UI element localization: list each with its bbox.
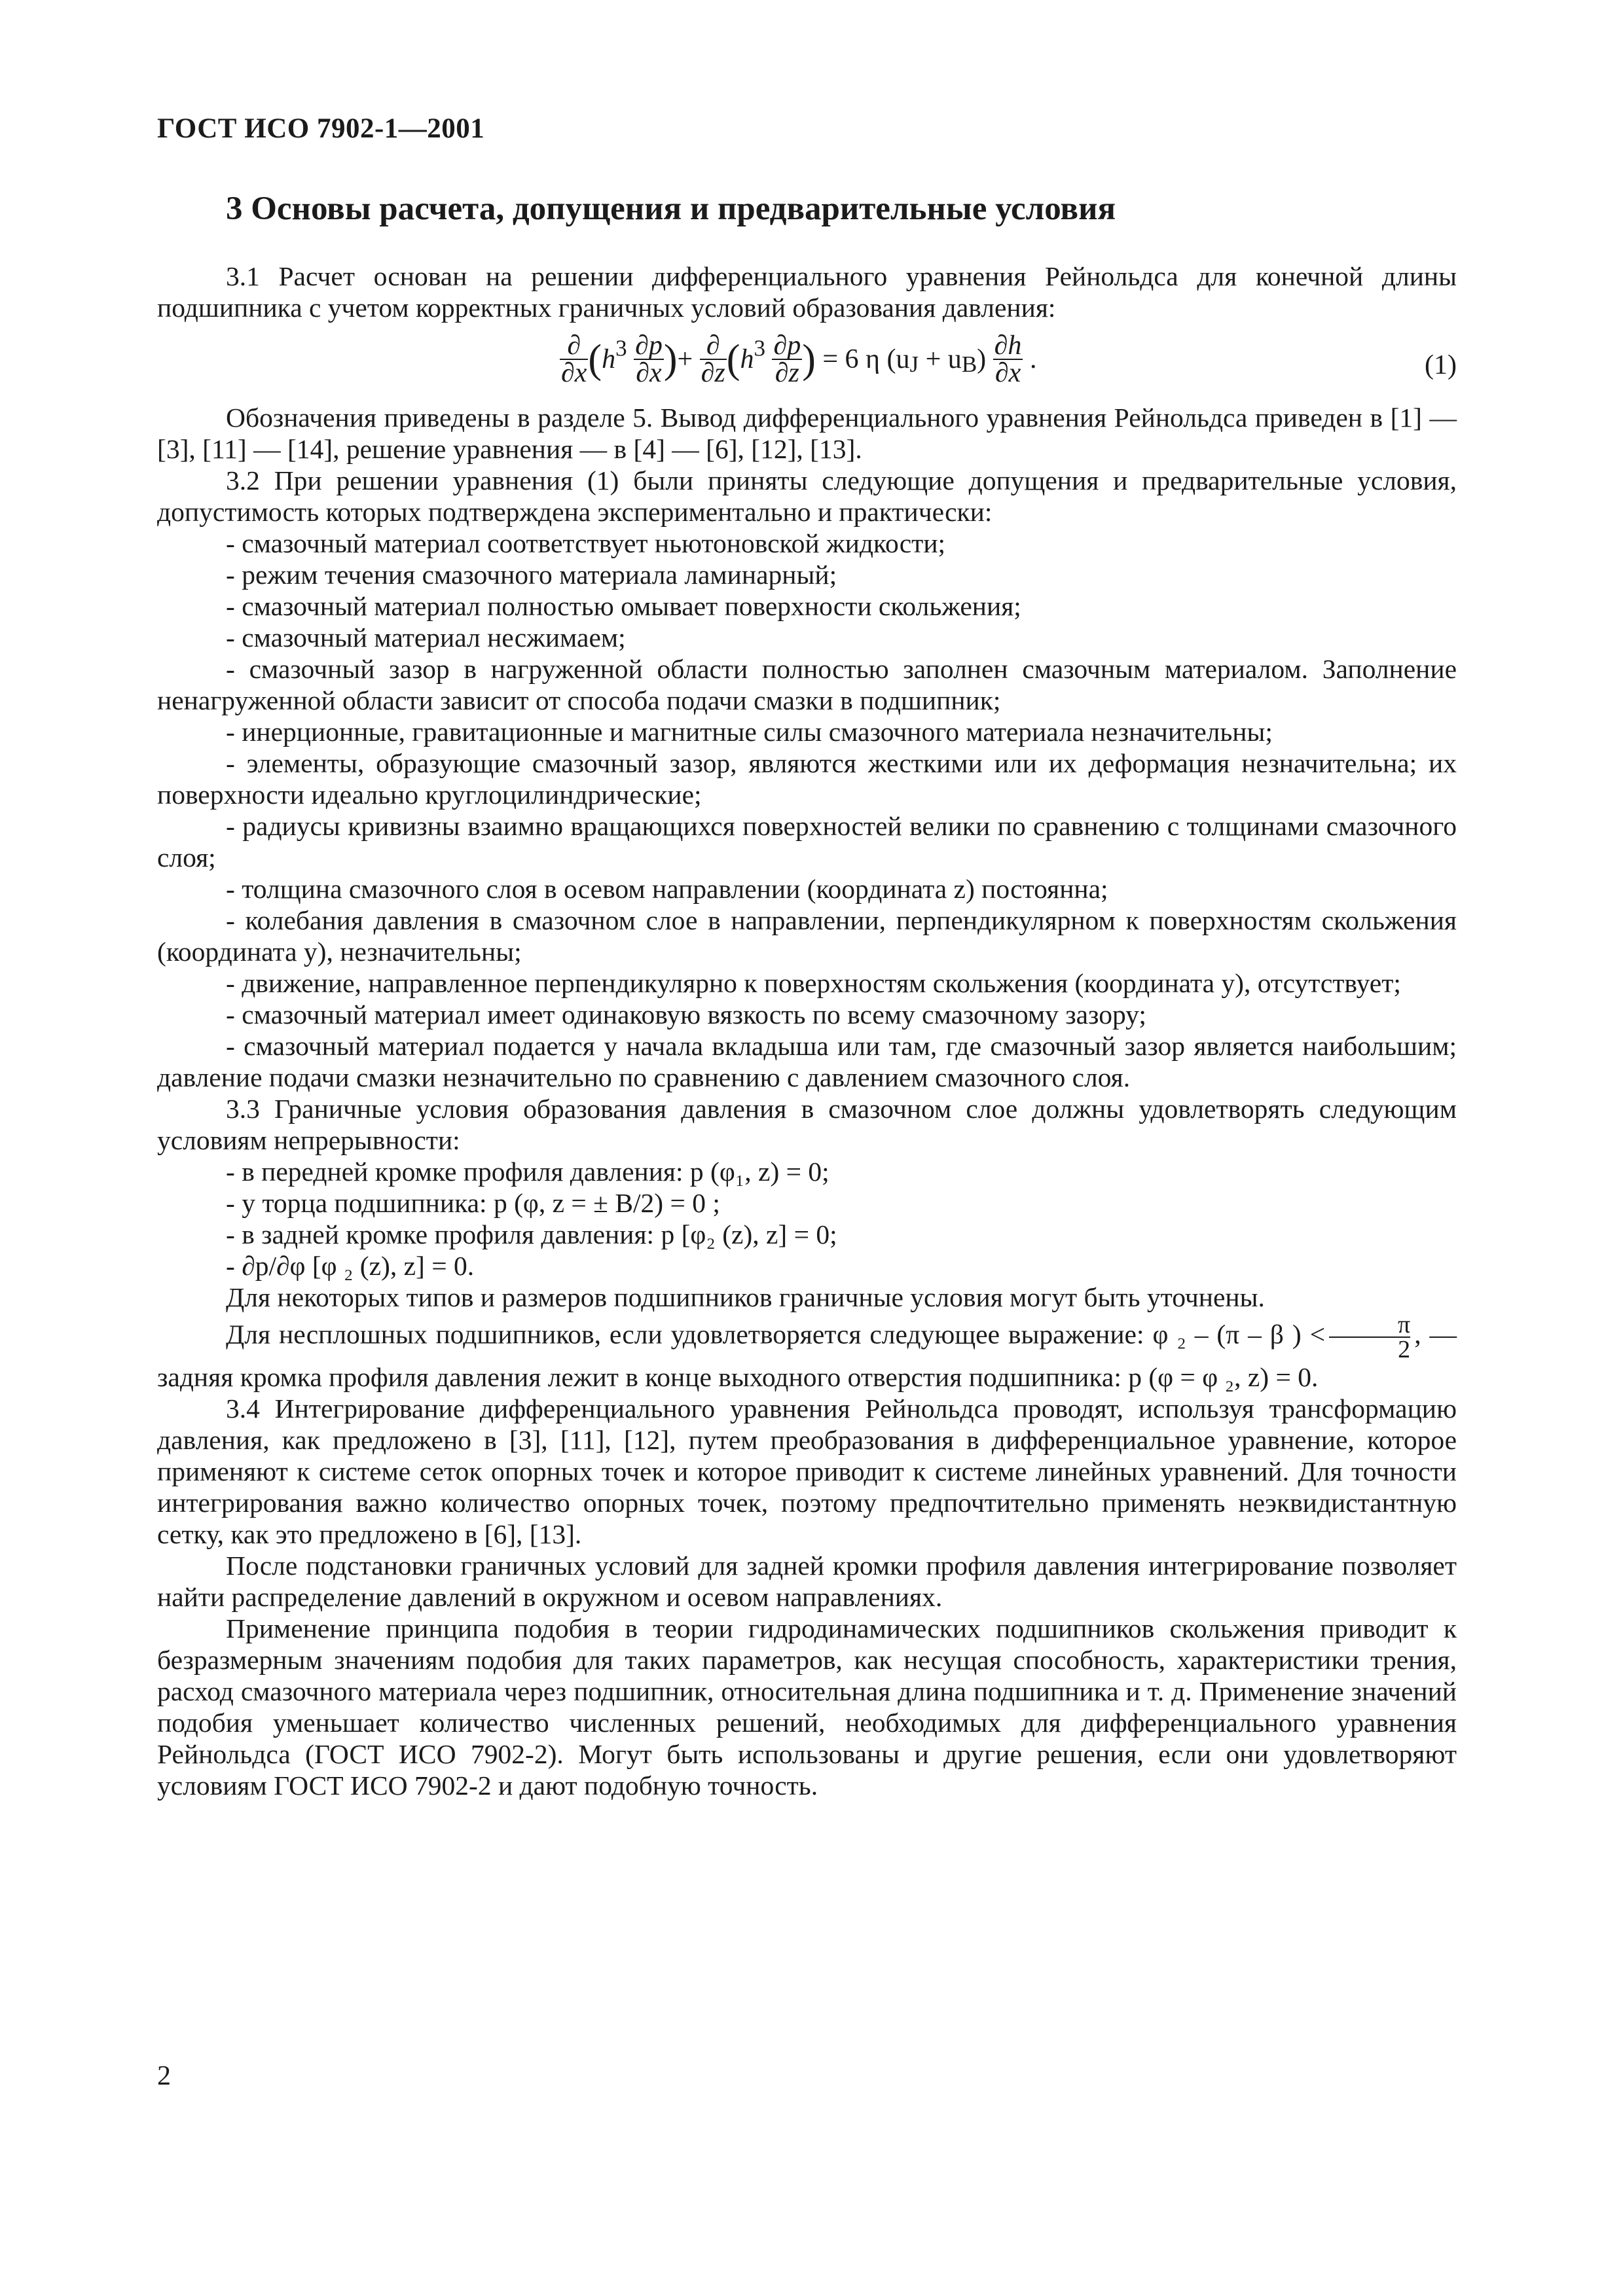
boundary-note: Для некоторых типов и размеров подшипников граничные условия могут быть уточнены.	[226, 1282, 1265, 1312]
paragraph-3-2: 3.2 При решении уравнения (1) были приняты следующие допущения и предварительные условия, допустимость которых подтверждена экспериментально и практически:	[157, 465, 1457, 527]
eq-frac-dp-dx: $\frac{\partial p}{\partial x}$	[635, 331, 663, 388]
paragraph-3-4: 3.4 Интегрирование дифференциального уравнения Рейнольдса проводят, используя трансформацию давления, как предложено в [3], [11], [12], путем преобразования в дифференциальное уравнение, которое применяют к системе сеток опорных точек и которое приводит к системе линейных уравнений. Для точности интегрирования важно количество опорных точек, поэтому предпочтительно применять неэквидистантную сетку, как это предложено в [6], [13].	[157, 1393, 1457, 1549]
boundary-condition-item: - ∂p/∂φ [φ ₂ (z), z] = 0.	[226, 1251, 475, 1281]
boundary-condition-item: - в передней кромке профиля давления: p (φ₁, z) = 0;	[226, 1157, 830, 1187]
reynolds-equation	[157, 323, 1457, 402]
assumption-item: - инерционные, гравитационные и магнитные силы смазочного материала незначительны;	[226, 717, 1273, 747]
boundary-extra: Для несплошных подшипников, если удовлетворяется следующее выражение: φ ₂ – (π – β ) < $\frac{\pi}{2}$ , — задняя кромка профиля давления лежит в конце выходного отверстия подшипника: p (φ = φ ₂, z) = 0.	[157, 1311, 1457, 1392]
assumption-item: - движение, направленное перпендикулярно к поверхностям скольжения (координата y), отсутствует;	[226, 968, 1401, 998]
equation-number: (1)	[1425, 350, 1457, 380]
pi-over-2-fraction: $\frac{\pi}{2}$	[1329, 1313, 1410, 1361]
assumption-item: - смазочный материал соответствует ньютоновской жидкости;	[226, 528, 946, 558]
paragraph-notation: Обозначения приведены в разделе 5. Вывод дифференциального уравнения Рейнольдса приведен в [1] —[3], [11] — [14], решение уравнения — в [4] — [6], [12], [13].	[157, 403, 1457, 464]
paragraph-substitution: После подстановки граничных условий для задней кромки профиля давления интегрирование позволяет найти распределение давлений в окружном и осевом направлениях.	[157, 1551, 1457, 1612]
assumption-item: - смазочный материал имеет одинаковую вязкость по всему смазочному зазору;	[226, 999, 1146, 1030]
assumption-item: - режим течения смазочного материала ламинарный;	[226, 560, 837, 590]
eq-frac-dh-dx: $\frac{\partial h}{\partial x}$	[994, 331, 1022, 388]
boundary-condition-item: - у торца подшипника: p (φ, z = ± B/2) = 0 ;	[226, 1188, 720, 1218]
page-number: 2	[157, 2061, 171, 2091]
assumption-item: - смазочный зазор в нагруженной области полностью заполнен смазочным материалом. Заполнение ненагруженной области зависит от способа подачи смазки в подшипник;	[157, 654, 1457, 715]
paragraph-similarity: Применение принципа подобия в теории гидродинамических подшипников скольжения приводит к безразмерным значениям подобия для таких параметров, как несущая способность, характеристики трения, расход смазочного материала через подшипник, относительная длина подшипника и т. д. Применение значений подобия уменьшает количество численных решений, необходимых для дифференциального уравнения Рейнольдса (ГОСТ ИСО 7902-2). Могут быть использованы и другие решения, если они удовлетворяют условиям ГОСТ ИСО 7902-2 и дают подобную точность.	[157, 1613, 1457, 1801]
assumption-item: - радиусы кривизны взаимно вращающихся поверхностей велики по сравнению с толщинами смазочного слоя;	[157, 811, 1457, 872]
eq-frac-d-dx: $\frac{\partial}{\partial x}$	[561, 331, 587, 388]
equation-body: $\frac{\partial}{\partial x}$ ($h^3$ $\frac{\partial p}{\partial x}$ )+ $\frac{\partial}{\partial z}$ ($h^3$ $\frac{\partial p}{\partial z}$ ) = 6 η $(u_J + u_B)$ $\frac{\partial h}{\partial x}$ .	[561, 331, 1037, 388]
eq-frac-d-dz: $\frac{\partial}{\partial z}$	[701, 331, 725, 388]
paragraph-3-3: 3.3 Граничные условия образования давления в смазочном слое должны удовлетворять следующим условиям непрерывности:	[157, 1094, 1457, 1155]
body-text	[157, 260, 1457, 1801]
paragraph-3-1: 3.1 Расчет основан на решении дифференциального уравнения Рейнольдса для конечной длины подшипника с учетом корректных граничных условий образования давления:	[157, 261, 1457, 323]
section-title: 3 Основы расчета, допущения и предварительные условия	[226, 190, 1116, 227]
document-header: ГОСТ ИСО 7902-1—2001	[157, 113, 485, 144]
boundary-condition-item: - в задней кромке профиля давления: p [φ₂ (z), z] = 0;	[226, 1219, 837, 1249]
eq-frac-dp-dz: $\frac{\partial p}{\partial z}$	[773, 331, 801, 388]
assumption-item: - толщина смазочного слоя в осевом направлении (координата z) постоянна;	[226, 874, 1108, 904]
assumption-item: - смазочный материал полностью омывает поверхности скольжения;	[226, 591, 1021, 621]
assumption-item: - смазочный материал подается у начала вкладыша или там, где смазочный зазор является наибольшим; давление подачи смазки незначительно по сравнению с давлением смазочного слоя.	[157, 1031, 1457, 1092]
assumption-item: - колебания давления в смазочном слое в направлении, перпендикулярном к поверхностям скольжения (координата y), незначительны;	[157, 905, 1457, 967]
assumption-item: - смазочный материал несжимаем;	[226, 622, 626, 653]
assumption-item: - элементы, образующие смазочный зазор, являются жесткими или их деформация незначительна; их поверхности идеально круглоцилиндрические;	[157, 748, 1457, 810]
